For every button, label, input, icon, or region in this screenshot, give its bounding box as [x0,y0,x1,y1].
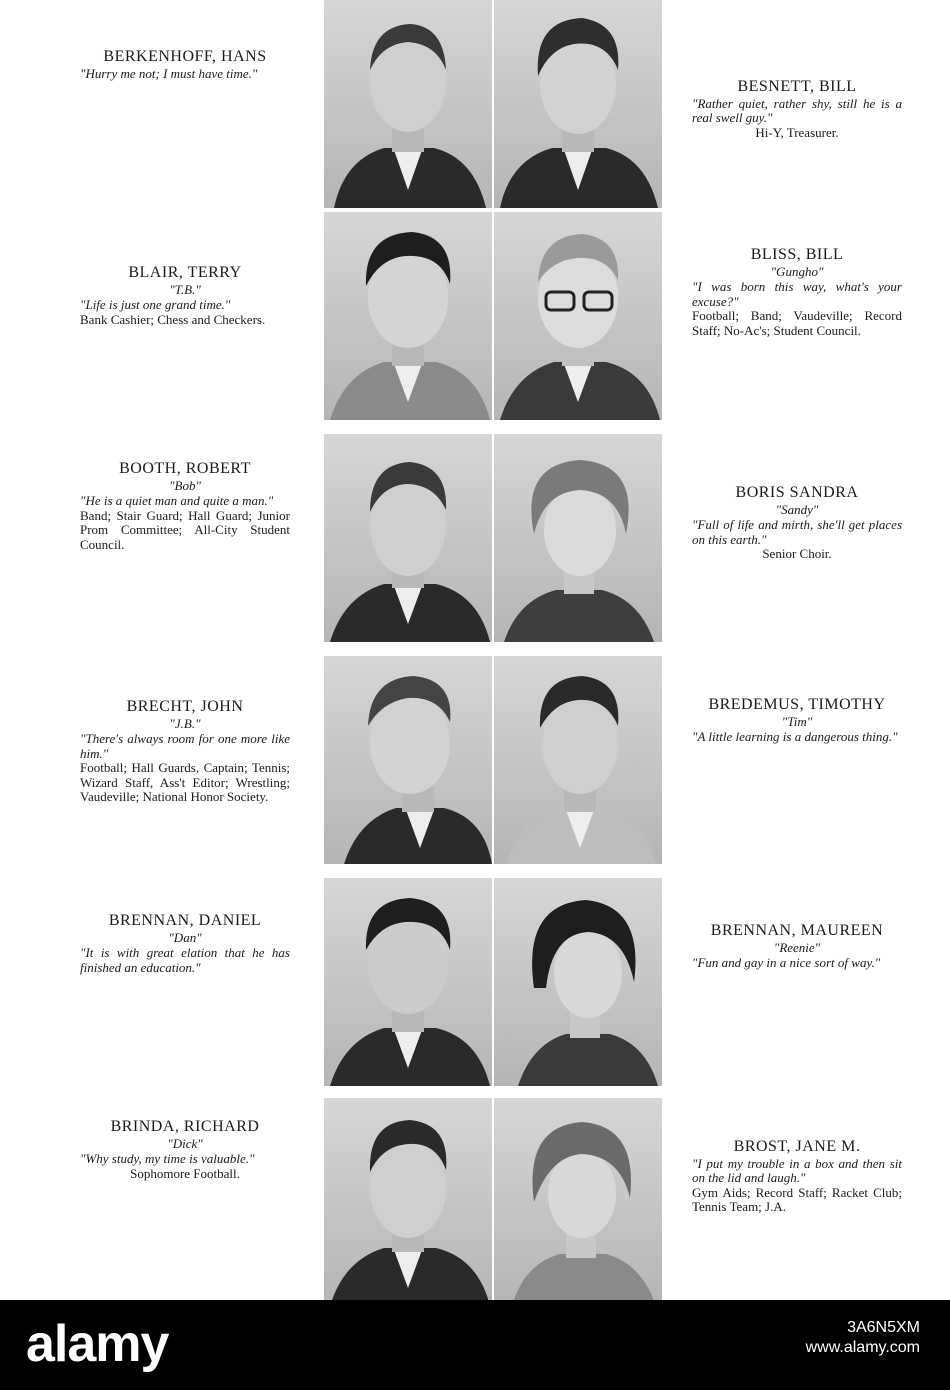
student-activities: Senior Choir. [762,546,832,561]
portrait-photo-brost [494,1098,662,1306]
student-quote: "A little learning is a dangerous thing." [692,729,898,744]
portrait-photo-boris [494,434,662,642]
portrait-female [494,878,662,1086]
student-activities: Football; Band; Vaudeville; Record Staff; No-Ac's; Student Council. [692,308,902,338]
student-nickname: "Reenie" [773,939,821,955]
student-quote: "I was born this way, what's your excuse?" [692,279,902,309]
student-name: BERKENHOFF, HANS [103,48,267,65]
student-nickname: "Tim" [781,713,813,729]
student-entry [692,1140,902,1215]
portrait-photo-blair [324,212,492,420]
student-quote: "It is with great elation that he has finished an education." [80,945,290,975]
portrait-male-glasses [494,212,662,420]
student-activities: Football; Hall Guards, Captain; Tennis; Wizard Staff, Ass't Editor; Wrestling; Vaudeville; National Honor Society. [80,760,290,804]
student-quote: "He is a quiet man and quite a man." [80,493,274,508]
student-activities: Gym Aids; Record Staff; Racket Club; Tennis Team; J.A. [692,1184,902,1214]
student-entry [80,462,290,552]
student-nickname: "Bob" [169,477,201,493]
student-entry [692,486,902,562]
portrait-male [494,0,662,208]
student-name: BRINDA, RICHARD [110,1118,260,1135]
stock-id-block [806,1318,920,1358]
student-name: BORIS SANDRA [735,484,859,501]
site-url-text: www.alamy.com [805,1339,920,1356]
student-quote: "I put my trouble in a box and then sit on the lid and laugh." [692,1155,902,1185]
portrait-female [494,1098,662,1306]
portrait-male [324,0,492,208]
portrait-male [324,656,492,864]
student-name: BRECHT, JOHN [126,698,244,715]
image-id-text: 3A6N5XM [847,1319,920,1336]
student-quote: "Why study, my time is valuable." [80,1151,255,1166]
student-entry [80,1120,290,1181]
student-nickname: "T.B." [169,281,201,297]
student-name: BRENNAN, MAUREEN [710,922,884,939]
student-activities: Sophomore Football. [130,1165,240,1181]
student-entry [80,50,290,81]
student-activities: Band; Stair Guard; Hall Guard; Junior Prom Committee; All-City Student Council. [80,507,290,552]
student-nickname: "Dick" [167,1135,203,1151]
student-entry [692,698,902,745]
student-quote: "Hurry me not; I must have time." [80,65,258,81]
student-quote: "Fun and gay in a nice sort of way." [692,955,881,970]
portrait-female [494,434,662,642]
portrait-male [494,656,662,864]
student-quote: "Rather quiet, rather shy, still he is a real swell guy." [692,95,902,125]
portrait-photo-brennan-daniel [324,878,492,1086]
student-entry [692,924,902,971]
student-quote: "Full of life and mirth, she'll get places on this earth." [692,517,902,547]
student-nickname: "Sandy" [775,501,819,517]
student-activities: Hi-Y, Treasurer. [755,124,839,140]
portrait-photo-besnett [494,0,662,208]
portrait-male [324,878,492,1086]
student-quote: "Life is just one grand time." [80,297,231,312]
student-name: BLAIR, TERRY [128,264,242,281]
portrait-photo-bliss [494,212,662,420]
student-nickname: "Gungho" [770,263,824,279]
student-name: BROST, JANE M. [733,1138,861,1155]
student-quote: "There's always room for one more like him." [80,731,290,761]
portrait-photo-booth [324,434,492,642]
student-entry [80,266,290,327]
portrait-photo-brecht [324,656,492,864]
alamy-logo [26,1315,236,1375]
portrait-male [324,212,492,420]
student-entry [80,914,290,975]
portrait-male [324,1098,492,1306]
portrait-photo-bredemus [494,656,662,864]
student-activities: Bank Cashier; Chess and Checkers. [80,311,266,327]
student-name: BESNETT, BILL [737,78,857,95]
student-entry [692,80,902,140]
student-name: BOOTH, ROBERT [119,460,251,477]
portrait-male [324,434,492,642]
student-entry [80,700,290,805]
portrait-photo-berkenhoff [324,0,492,208]
student-entry [692,248,902,338]
student-nickname: "Dan" [168,929,202,945]
portrait-photo-brennan-maureen [494,878,662,1086]
student-name: BREDEMUS, TIMOTHY [708,696,886,713]
student-nickname: "J.B." [169,715,201,731]
portrait-photo-brinda [324,1098,492,1306]
svg-text:alamy: alamy [26,1315,169,1373]
student-name: BLISS, BILL [750,246,844,263]
student-name: BRENNAN, DANIEL [108,912,262,929]
